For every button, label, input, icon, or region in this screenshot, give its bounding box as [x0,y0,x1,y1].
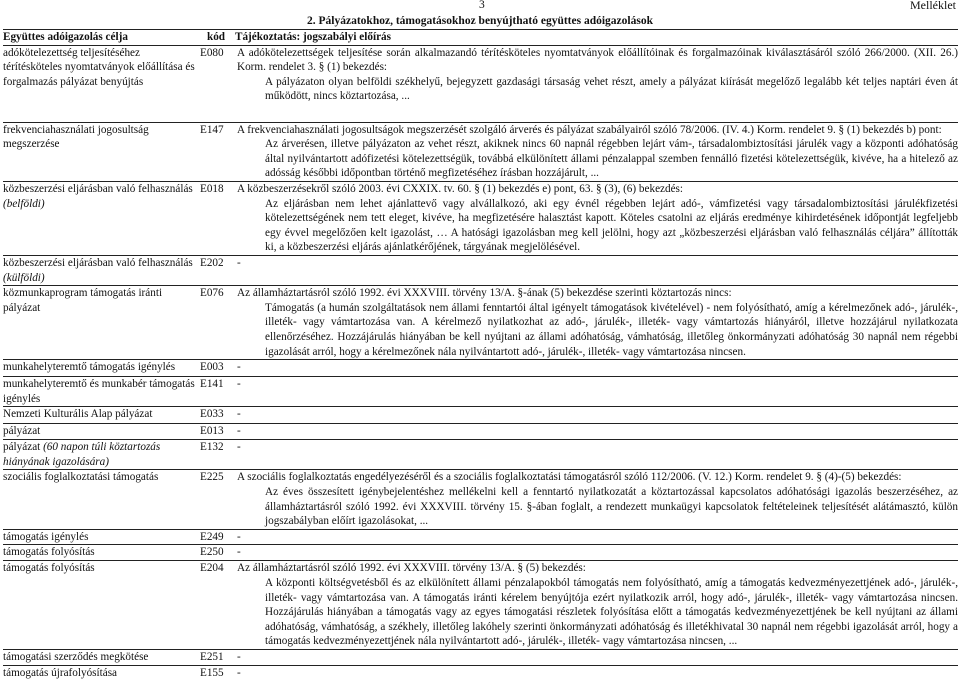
row-purpose: közmunkaprogram támogatás iránti pályázat [3,286,197,360]
row-info [235,286,958,360]
table-row [3,181,958,255]
section-heading: 2. Pályázatokhoz, támogatásokhoz benyújtható együttes adóigazolások [307,15,653,27]
row-info [235,424,958,440]
row-info-head: - [237,651,241,663]
row-code: E013 [197,424,235,440]
row-info [235,407,958,424]
row-info-head: A adókötelezettségek teljesítése során alkalmazandó térítésköteles nyomtatványok előállítóinak és forgalmazóinak kiválasztásáról szóló 266/2000. (XII. 26.) Korm. rendelet 3. § (1) bekezdés: [237,46,958,74]
row-info-body: Az eljárásban nem lehet ajánlattevő vagy alvállalkozó, aki egy évnél régebben lejárt adó-, vámfizetési vagy társadalombiztosítási járulékfizetési kötelezettségének nem tett eleget, kivéve, ha megfizetésére halasztást kapott. Köteles csatolni az eljárás eredménye kihirdetésének időpontját legfeljebb egy évvel megelőzően kelt igazolást, … A hatósági igazolásban meg kell jelölni, hogy azt „közbeszerzési eljárásban való felhasználás céljára” állították ki, a közbeszerzési eljárás ajánlatkérőjének, tárgyának megjelölésével. [265,197,958,254]
row-info-head: - [237,361,241,374]
table-row [3,545,958,561]
row-info [235,529,958,545]
row-purpose: támogatás folyósítás [3,561,197,650]
row-info-head: - [237,546,241,559]
row-purpose: frekvenciahasználati jogosultság megszerzése [3,122,197,181]
row-code: E249 [197,529,235,545]
table-row [3,424,958,440]
row-purpose: támogatás igénylés [3,529,197,545]
row-purpose: munkahelyteremtő és munkabér támogatás igénylés [3,377,197,407]
row-info [235,255,958,285]
row-code: E003 [197,360,235,377]
row-code: E132 [197,440,235,470]
row-info-head: - [237,378,241,391]
row-info [235,666,958,681]
table-row [3,650,958,666]
row-purpose: szociális foglalkoztatási támogatás [3,470,197,529]
row-info-body: A pályázaton olyan belföldi székhelyű, bejegyzett gazdasági társaság vehet részt, amely a pályázat kiírását megelőző legalább két teljes naptári éven át működött, nincs köztartozása, ... [265,75,958,103]
table-row [3,360,958,377]
row-info [235,377,958,407]
table-row [3,529,958,545]
row-purpose: adókötelezettség teljesítéséhez térítésköteles nyomtatványok előállítása és forgalmazás pályázat benyújtás [3,45,197,122]
table-row [3,666,958,681]
row-info [235,122,958,181]
row-info-head: Az államháztartásról szóló 1992. évi XXXVIII. törvény 13/A. §-ának (5) bekezdése szerinti köztartozás nincs: [237,287,732,300]
row-info-head: A szociális foglalkoztatás engedélyezéséről és a szociális foglalkoztatási támogatásról szóló 112/2006. (V. 12.) Korm. rendelet 9. § (4)-(5) bekezdés: [237,471,902,484]
row-purpose: munkahelyteremtő támogatás igénylés [3,360,197,377]
row-info [235,360,958,377]
row-info-head: - [237,530,241,543]
row-info-body: Támogatás (a humán szolgáltatások nem állami fenntartói által igényelt támogatások kivételével) - nem folyósítható, amíg a kérelmezőnek adó-, járulék-, illeték- vagy vámtartozása van. A kérelmező nyilatkozhat az adó-, járulék-, illeték- vagy vámtartozás hiányáról, illetve hozzájárul nyilatkozata ellenőrzéséhez. Hozzájárulás hiányában be kell nyújtani az állami adóhatóság, vámhatóság, illetőleg önkormányzati adóhatóság 30 napnál nem régebbi igazolását arról, hogy a kérelmezőnek nála nyilvántartott adó-, járulék-, illeték- vagy vámtartozása nincsen. [265,301,958,358]
row-purpose: pályázat [3,424,197,440]
row-purpose-note: (belföldi) [3,197,45,210]
table-row [3,255,958,285]
row-info [235,561,958,650]
annex-label: Melléklet [910,0,956,12]
row-purpose-note: (külföldi) [3,271,45,284]
table-row [3,561,958,650]
row-code: E155 [197,666,235,681]
row-purpose: Nemzeti Kulturális Alap pályázat [3,407,197,424]
row-info [235,650,958,666]
page-number: 3 [479,0,485,11]
row-purpose: támogatás újrafolyósítása [3,666,197,681]
row-purpose: közbeszerzési eljárásban való felhasználás (külföldi) [3,255,197,285]
row-code: E080 [197,45,235,122]
table-row [3,377,958,407]
row-code: E250 [197,545,235,561]
table-row [3,407,958,424]
row-purpose-note: (60 napon túli köztartozás hiányának igazolására) [3,441,161,468]
header-info: Tájékoztatás: jogszabályi előírás [235,30,958,46]
header-purpose: Együttes adóigazolás célja [3,30,197,46]
row-code: E018 [197,181,235,255]
row-info [235,470,958,529]
row-info-body: A központi költségvetésből és az elkülönített állami pénzalapokból támogatás nem folyósítható, amíg a támogatás kedvezményezettjének adó-, járulék-, illeték- vagy vámtartozása van. A támogatás iránti kérelem benyújtója ezért nyilatkozik arról, hogy adó-, járulék-, illeték- vagy vámtartozása nincsen. Hozzájárulás hiányában a támogatás vagy az egyes támogatási részletek folyósítása előtt a támogatás kedvezményezettjének be kell nyújtani az állami adóhatóság, vámhatóság, a székhely, illetőleg lakóhely szerinti önkormányzati adóhatóság és illetékhivatal 30 napnál nem régebbi igazolását arról, hogy a támogatás kedvezményezettjének nála nyilvántartott adó-, járulék-, illeték- vagy vámtartozása nincsen, ... [265,577,958,648]
table-row [3,286,958,360]
row-code: E141 [197,377,235,407]
row-code: E033 [197,407,235,424]
row-info-head: - [237,425,241,438]
row-info-body: Az éves összesített igénybejelentéshez mellékelni kell a fenntartó nyilatkozatát a köztartozással kapcsolatos adóhatósági igazolás beszerzéséhez, az államháztartásról szóló 1992. évi XXXVIII. törvény 15. §-ában foglalt, a rendezett munkaügyi kapcsolatok feltételeinek teljesítését alátámasztó, külön jogszabályban előírt igazolásokat, ... [265,486,958,528]
row-info [235,181,958,255]
row-info-head: A frekvenciahasználati jogosultságok megszerzését szolgáló árverés és pályázat szabályairól szóló 78/2006. (IV. 4.) Korm. rendelet 9. § (1) bekezdés b) pont: [237,123,942,136]
table-header-row [3,30,958,46]
row-info-head: - [237,441,241,454]
header-code: kód [197,30,235,46]
row-info-body: Az árverésen, illetve pályázaton az vehet részt, akiknek nincs 60 napnál régebben lejárt vám-, társadalombiztosítási járulék vagy a központi adóhatóság által nyilvántartott adófizetési kötelezettségük, továbbá elkülönített állami pénzalappal szemben fennálló fizetési kötelezettségük, kivéve, ha a hitelező az adósság későbbi időpontban történő megfizetéséhez írásban hozzájárult, ... [265,138,958,180]
table-row [3,470,958,529]
row-code: E225 [197,470,235,529]
row-purpose: támogatási szerződés megkötése [3,650,197,666]
row-info-head: A közbeszerzésekről szóló 2003. évi CXXIX. tv. 60. § (1) bekezdés e) pont, 63. § (3), (6) bekezdés: [237,182,684,195]
row-code: E202 [197,255,235,285]
tax-certificate-table [3,29,958,681]
row-code: E147 [197,122,235,181]
row-info [235,45,958,122]
row-purpose: pályázat (60 napon túli köztartozás hiányának igazolására) [3,440,197,470]
row-info-head: - [237,256,241,269]
row-info-head: - [237,408,241,421]
row-purpose: közbeszerzési eljárásban való felhasználás (belföldi) [3,181,197,255]
table-row [3,122,958,181]
row-code: E076 [197,286,235,360]
table-row [3,440,958,470]
row-code: E251 [197,650,235,666]
table-row [3,45,958,122]
row-code: E204 [197,561,235,650]
row-purpose: támogatás folyósítás [3,545,197,561]
row-info-head: - [237,667,241,679]
row-info [235,440,958,470]
row-info-head: Az államháztartásról szóló 1992. évi XXXVIII. törvény 13/A. § (5) bekezdés: [237,562,586,575]
row-info [235,545,958,561]
